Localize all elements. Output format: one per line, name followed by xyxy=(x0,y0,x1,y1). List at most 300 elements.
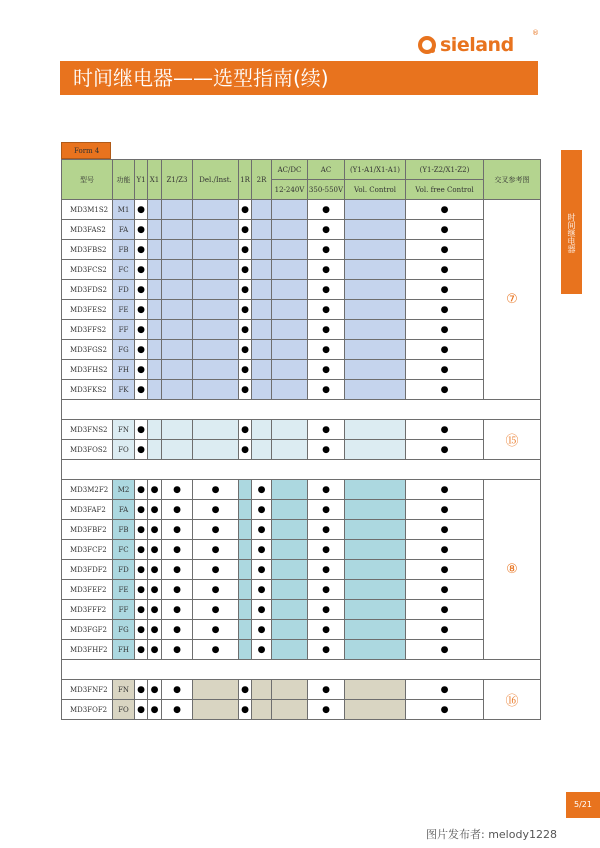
cell-r1 xyxy=(239,440,252,460)
dot-icon: ● xyxy=(137,244,145,255)
dot-icon: ● xyxy=(137,284,145,295)
cell-y1 xyxy=(135,300,148,320)
function-cell: FC xyxy=(113,260,135,280)
dot-icon: ● xyxy=(150,524,159,535)
cell-r2 xyxy=(252,200,272,220)
cell-vol xyxy=(345,620,406,640)
dot-icon: ● xyxy=(322,244,330,255)
header-row xyxy=(62,160,541,180)
header-vol-free-sub: Vol. free Control xyxy=(406,180,484,200)
cell-del xyxy=(193,300,239,320)
cell-ac xyxy=(308,520,345,540)
table-row xyxy=(62,700,541,720)
cell-del xyxy=(193,200,239,220)
cell-volfree xyxy=(406,480,484,500)
dot-icon: ● xyxy=(150,644,159,655)
dot-icon: ● xyxy=(322,704,330,715)
cell-del xyxy=(193,360,239,380)
dot-icon: ● xyxy=(137,344,145,355)
spacer-cell xyxy=(62,400,541,420)
cell-ac xyxy=(308,640,345,660)
dot-icon: ● xyxy=(440,484,449,495)
cell-del xyxy=(193,560,239,580)
dot-icon: ● xyxy=(322,524,330,535)
cell-acdc xyxy=(272,360,308,380)
cell-del xyxy=(193,500,239,520)
cell-volfree xyxy=(406,540,484,560)
cell-volfree xyxy=(406,300,484,320)
dot-icon: ● xyxy=(241,264,249,275)
table-body xyxy=(62,200,541,720)
dot-icon: ● xyxy=(173,644,181,655)
dot-icon: ● xyxy=(150,504,159,515)
dot-icon: ● xyxy=(137,424,145,435)
table-row xyxy=(62,600,541,620)
dot-icon: ● xyxy=(137,504,145,515)
cell-r1 xyxy=(239,320,252,340)
cell-acdc xyxy=(272,600,308,620)
dot-icon: ● xyxy=(150,604,159,615)
cell-x1 xyxy=(148,260,162,280)
header-cross-ref: 交叉参考图 xyxy=(484,160,541,200)
dot-icon: ● xyxy=(322,224,330,235)
model-cell: MD3FKS2 xyxy=(62,380,113,400)
dot-icon: ● xyxy=(211,484,220,495)
cell-vol xyxy=(345,480,406,500)
cell-r2 xyxy=(252,620,272,640)
cell-acdc xyxy=(272,560,308,580)
cell-del xyxy=(193,520,239,540)
dot-icon: ● xyxy=(440,504,449,515)
cell-r2 xyxy=(252,700,272,720)
cell-z xyxy=(162,280,193,300)
cell-vol xyxy=(345,680,406,700)
cell-volfree xyxy=(406,500,484,520)
cell-y1 xyxy=(135,500,148,520)
dot-icon: ● xyxy=(150,484,159,495)
header-vol-control: (Y1-A1/X1-A1) xyxy=(345,160,406,180)
dot-icon: ● xyxy=(440,684,449,695)
cell-vol xyxy=(345,440,406,460)
dot-icon: ● xyxy=(322,204,330,215)
cell-ac xyxy=(308,440,345,460)
cell-ac xyxy=(308,620,345,640)
dot-icon: ● xyxy=(241,704,249,715)
cell-x1 xyxy=(148,300,162,320)
model-cell: MD3FAS2 xyxy=(62,220,113,240)
cell-x1 xyxy=(148,640,162,660)
table-row xyxy=(62,340,541,360)
cell-acdc xyxy=(272,300,308,320)
dot-icon: ● xyxy=(137,384,145,395)
cell-z xyxy=(162,260,193,280)
cell-del xyxy=(193,240,239,260)
dot-icon: ● xyxy=(440,384,449,395)
table-row xyxy=(62,300,541,320)
dot-icon: ● xyxy=(440,244,449,255)
cell-z xyxy=(162,420,193,440)
cell-vol xyxy=(345,500,406,520)
dot-icon: ● xyxy=(137,604,145,615)
side-section-tab[interactable]: 时间继电器 xyxy=(561,150,582,294)
cell-volfree xyxy=(406,640,484,660)
cell-y1 xyxy=(135,220,148,240)
cell-del xyxy=(193,680,239,700)
dot-icon: ● xyxy=(257,604,266,615)
cell-x1 xyxy=(148,320,162,340)
cell-r2 xyxy=(252,220,272,240)
cell-z xyxy=(162,320,193,340)
dot-icon: ● xyxy=(440,324,449,335)
function-cell: FE xyxy=(113,580,135,600)
cell-ac xyxy=(308,500,345,520)
cell-volfree xyxy=(406,600,484,620)
cell-ac xyxy=(308,600,345,620)
cell-acdc xyxy=(272,240,308,260)
cell-del xyxy=(193,340,239,360)
cell-vol xyxy=(345,640,406,660)
cell-r2 xyxy=(252,280,272,300)
function-cell: FC xyxy=(113,540,135,560)
header-vol-free-control: (Y1-Z2/X1-Z2) xyxy=(406,160,484,180)
model-cell: MD3FBS2 xyxy=(62,240,113,260)
table-row xyxy=(62,200,541,220)
function-cell: FD xyxy=(113,560,135,580)
cell-z xyxy=(162,500,193,520)
dot-icon: ● xyxy=(440,344,449,355)
group-spacer xyxy=(62,400,541,420)
cell-volfree xyxy=(406,260,484,280)
cell-r1 xyxy=(239,520,252,540)
table-row xyxy=(62,620,541,640)
page-number: 5/21 xyxy=(566,792,600,818)
dot-icon: ● xyxy=(322,424,330,435)
dot-icon: ● xyxy=(440,364,449,375)
dot-icon: ● xyxy=(322,324,330,335)
cell-r1 xyxy=(239,340,252,360)
function-cell: FG xyxy=(113,340,135,360)
cell-y1 xyxy=(135,440,148,460)
spacer-cell xyxy=(62,660,541,680)
dot-icon: ● xyxy=(322,584,330,595)
dot-icon: ● xyxy=(211,564,220,575)
cell-acdc xyxy=(272,700,308,720)
cell-acdc xyxy=(272,320,308,340)
dot-icon: ● xyxy=(173,584,181,595)
dot-icon: ● xyxy=(440,704,449,715)
header-function: 功能 xyxy=(113,160,135,200)
cell-del xyxy=(193,640,239,660)
cell-ac xyxy=(308,260,345,280)
dot-icon: ● xyxy=(241,344,249,355)
dot-icon: ● xyxy=(241,204,249,215)
cell-y1 xyxy=(135,200,148,220)
cell-acdc xyxy=(272,340,308,360)
cell-y1 xyxy=(135,560,148,580)
model-cell: MD3FCS2 xyxy=(62,260,113,280)
cell-r1 xyxy=(239,560,252,580)
model-cell: MD3FBF2 xyxy=(62,520,113,540)
cell-ac xyxy=(308,380,345,400)
cell-y1 xyxy=(135,360,148,380)
dot-icon: ● xyxy=(257,524,266,535)
model-cell: MD3FHF2 xyxy=(62,640,113,660)
cell-x1 xyxy=(148,580,162,600)
dot-icon: ● xyxy=(241,684,249,695)
dot-icon: ● xyxy=(241,244,249,255)
function-cell: FB xyxy=(113,520,135,540)
cell-del xyxy=(193,420,239,440)
function-cell: FN xyxy=(113,680,135,700)
dot-icon: ● xyxy=(440,564,449,575)
dot-icon: ● xyxy=(137,584,145,595)
function-cell: FO xyxy=(113,440,135,460)
dot-icon: ● xyxy=(137,224,145,235)
dot-icon: ● xyxy=(322,364,330,375)
cell-volfree xyxy=(406,420,484,440)
dot-icon: ● xyxy=(440,424,449,435)
cell-r2 xyxy=(252,540,272,560)
cell-volfree xyxy=(406,520,484,540)
dot-icon: ● xyxy=(241,384,249,395)
header-z1z3: Z1/Z3 xyxy=(162,160,193,200)
dot-icon: ● xyxy=(137,364,145,375)
cell-z xyxy=(162,200,193,220)
model-cell: MD3FDF2 xyxy=(62,560,113,580)
cell-del xyxy=(193,440,239,460)
cell-r1 xyxy=(239,280,252,300)
cell-del xyxy=(193,220,239,240)
cell-y1 xyxy=(135,340,148,360)
cell-vol xyxy=(345,300,406,320)
dot-icon: ● xyxy=(150,584,159,595)
cell-acdc xyxy=(272,420,308,440)
cross-ref-cell: ⑮ xyxy=(484,420,541,460)
cell-y1 xyxy=(135,600,148,620)
cell-r2 xyxy=(252,300,272,320)
cell-acdc xyxy=(272,580,308,600)
dot-icon: ● xyxy=(440,224,449,235)
page-title: 时间继电器——选型指南(续) xyxy=(60,61,538,95)
function-cell: FH xyxy=(113,360,135,380)
cell-z xyxy=(162,300,193,320)
cell-r1 xyxy=(239,480,252,500)
group-spacer xyxy=(62,660,541,680)
function-cell: FA xyxy=(113,220,135,240)
cell-acdc xyxy=(272,620,308,640)
function-cell: FA xyxy=(113,500,135,520)
cell-y1 xyxy=(135,260,148,280)
header-ac-range: 350-550V xyxy=(308,180,345,200)
dot-icon: ● xyxy=(322,604,330,615)
dot-icon: ● xyxy=(137,564,145,575)
dot-icon: ● xyxy=(137,304,145,315)
cell-volfree xyxy=(406,360,484,380)
cell-r2 xyxy=(252,380,272,400)
cell-volfree xyxy=(406,440,484,460)
cell-r1 xyxy=(239,620,252,640)
cell-r1 xyxy=(239,220,252,240)
cell-vol xyxy=(345,700,406,720)
cell-r1 xyxy=(239,360,252,380)
dot-icon: ● xyxy=(150,684,159,695)
cell-del xyxy=(193,580,239,600)
cell-del xyxy=(193,280,239,300)
dot-icon: ● xyxy=(440,644,449,655)
dot-icon: ● xyxy=(137,204,145,215)
table-row xyxy=(62,240,541,260)
table-row xyxy=(62,580,541,600)
dot-icon: ● xyxy=(257,484,266,495)
cell-r1 xyxy=(239,680,252,700)
cell-x1 xyxy=(148,220,162,240)
dot-icon: ● xyxy=(322,264,330,275)
dot-icon: ● xyxy=(440,444,449,455)
cell-acdc xyxy=(272,380,308,400)
cell-del xyxy=(193,380,239,400)
cell-z xyxy=(162,640,193,660)
model-cell: MD3M2F2 xyxy=(62,480,113,500)
dot-icon: ● xyxy=(440,264,449,275)
table-row xyxy=(62,220,541,240)
cell-vol xyxy=(345,420,406,440)
function-cell: FE xyxy=(113,300,135,320)
dot-icon: ● xyxy=(322,644,330,655)
table-row xyxy=(62,260,541,280)
dot-icon: ● xyxy=(241,304,249,315)
model-cell: MD3FGS2 xyxy=(62,340,113,360)
cell-volfree xyxy=(406,320,484,340)
cell-x1 xyxy=(148,440,162,460)
cell-y1 xyxy=(135,480,148,500)
dot-icon: ● xyxy=(173,704,181,715)
cell-volfree xyxy=(406,380,484,400)
cell-z xyxy=(162,600,193,620)
model-cell: MD3FHS2 xyxy=(62,360,113,380)
cell-del xyxy=(193,620,239,640)
cell-volfree xyxy=(406,620,484,640)
cell-acdc xyxy=(272,520,308,540)
cell-z xyxy=(162,540,193,560)
group-spacer xyxy=(62,460,541,480)
dot-icon: ● xyxy=(211,584,220,595)
cell-del xyxy=(193,600,239,620)
cell-volfree xyxy=(406,580,484,600)
cell-z xyxy=(162,680,193,700)
cell-volfree xyxy=(406,700,484,720)
dot-icon: ● xyxy=(173,544,181,555)
cell-ac xyxy=(308,300,345,320)
cell-y1 xyxy=(135,620,148,640)
cell-acdc xyxy=(272,480,308,500)
cell-x1 xyxy=(148,360,162,380)
dot-icon: ● xyxy=(137,444,145,455)
cell-r1 xyxy=(239,240,252,260)
table-row xyxy=(62,380,541,400)
cell-r2 xyxy=(252,340,272,360)
function-cell: FH xyxy=(113,640,135,660)
dot-icon: ● xyxy=(137,684,145,695)
table-row xyxy=(62,500,541,520)
cell-ac xyxy=(308,360,345,380)
cell-vol xyxy=(345,560,406,580)
logo-mark-icon xyxy=(418,36,436,54)
dot-icon: ● xyxy=(173,624,181,635)
cell-z xyxy=(162,440,193,460)
cell-z xyxy=(162,240,193,260)
model-cell: MD3FAF2 xyxy=(62,500,113,520)
model-cell: MD3FDS2 xyxy=(62,280,113,300)
cell-z xyxy=(162,700,193,720)
cell-del xyxy=(193,540,239,560)
cell-r1 xyxy=(239,380,252,400)
cell-x1 xyxy=(148,520,162,540)
model-cell: MD3FOS2 xyxy=(62,440,113,460)
cell-r2 xyxy=(252,360,272,380)
cell-r2 xyxy=(252,420,272,440)
dot-icon: ● xyxy=(322,624,330,635)
cell-ac xyxy=(308,580,345,600)
header-1r: 1R xyxy=(239,160,252,200)
cell-acdc xyxy=(272,260,308,280)
model-cell: MD3FNS2 xyxy=(62,420,113,440)
dot-icon: ● xyxy=(257,644,266,655)
watermark: 图片发布者: melody1228 xyxy=(426,828,557,841)
form-label: Form 4 xyxy=(61,142,111,159)
function-cell: FF xyxy=(113,600,135,620)
cell-x1 xyxy=(148,200,162,220)
cell-y1 xyxy=(135,540,148,560)
cell-r1 xyxy=(239,700,252,720)
cross-ref-cell: ⑦ xyxy=(484,200,541,400)
dot-icon: ● xyxy=(257,584,266,595)
brand-name: sieland xyxy=(440,34,514,56)
cell-ac xyxy=(308,560,345,580)
dot-icon: ● xyxy=(440,524,449,535)
model-cell: MD3FFS2 xyxy=(62,320,113,340)
dot-icon: ● xyxy=(211,604,220,615)
dot-icon: ● xyxy=(257,544,266,555)
cell-r1 xyxy=(239,580,252,600)
cross-ref-cell: ⑧ xyxy=(484,480,541,660)
dot-icon: ● xyxy=(150,544,159,555)
cell-r2 xyxy=(252,580,272,600)
function-cell: FO xyxy=(113,700,135,720)
cell-vol xyxy=(345,580,406,600)
cell-z xyxy=(162,520,193,540)
dot-icon: ● xyxy=(137,484,145,495)
cell-vol xyxy=(345,240,406,260)
cell-x1 xyxy=(148,560,162,580)
cell-vol xyxy=(345,600,406,620)
function-cell: FB xyxy=(113,240,135,260)
cross-ref-cell: ⑯ xyxy=(484,680,541,720)
cell-z xyxy=(162,620,193,640)
cell-z xyxy=(162,480,193,500)
dot-icon: ● xyxy=(322,304,330,315)
cell-r2 xyxy=(252,480,272,500)
cell-del xyxy=(193,700,239,720)
table-row xyxy=(62,480,541,500)
cell-del xyxy=(193,320,239,340)
dot-icon: ● xyxy=(440,284,449,295)
dot-icon: ● xyxy=(257,504,266,515)
cell-z xyxy=(162,360,193,380)
cell-y1 xyxy=(135,640,148,660)
cell-x1 xyxy=(148,500,162,520)
cell-y1 xyxy=(135,240,148,260)
dot-icon: ● xyxy=(137,644,145,655)
